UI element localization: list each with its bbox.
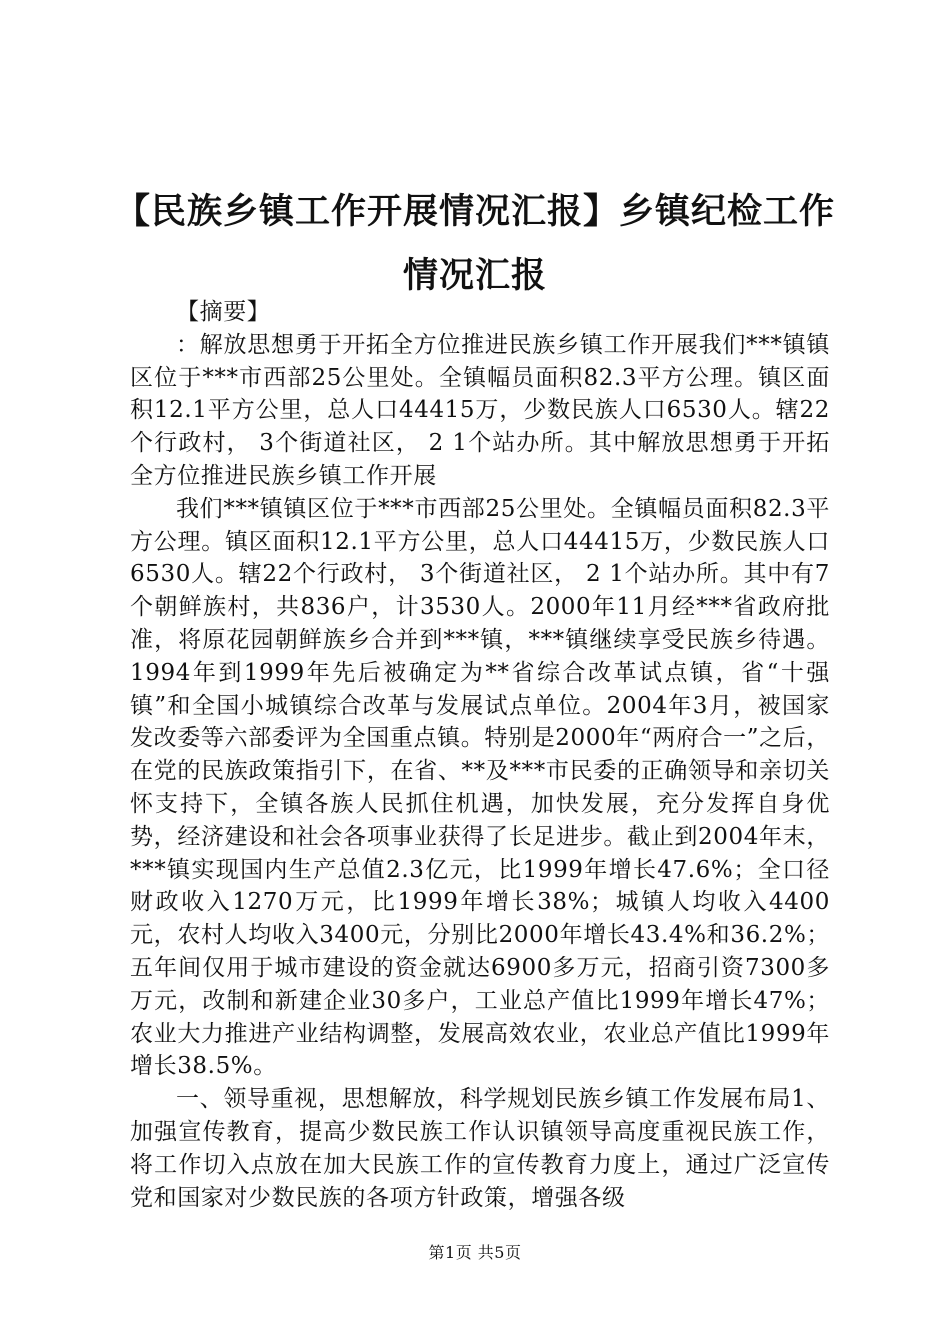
body-paragraph-2: 一、领导重视，思想解放，科学规划民族乡镇工作发展布局1、加强宣传教育，提高少数民族工作认识镇领导高度重视民族工作，将工作切入点放在加大民族工作的宣传教育力度上，通过广泛宣传党和国家对少数民族的各项方针政策，增强各级 <box>130 1086 830 1211</box>
document-title <box>100 180 850 308</box>
page-footer: 第1页 共5页 <box>428 1243 522 1262</box>
abstract-paragraph: ：解放思想勇于开拓全方位推进民族乡镇工作开展我们***镇镇区位于***市西部25公里处。全镇幅员面积82.3平方公理。镇区面积12.1平方公里，总人口44415万，少数民族人口6530人。辖22个行政村， 3个街道社区， 2 1个站办所。其中解放思想勇于开拓全方位推进民族乡镇工作开展 <box>130 331 830 489</box>
abstract-label: 【摘要】 <box>176 299 271 325</box>
title-line-2: 情况汇报 <box>402 255 547 296</box>
title-line-1: 【民族乡镇工作开展情况汇报】乡镇纪检工作 <box>114 191 835 232</box>
body-paragraph-1: 我们***镇镇区位于***市西部25公里处。全镇幅员面积82.3平方公理。镇区面积12.1平方公里，总人口44415万，少数民族人口6530人。辖22个行政村， 3个街道社区， 2 1个站办所。其中有7个朝鲜族村，共836户，计3530人。2000年11月经***省政府批准，将原花园朝鲜族乡合并到***镇，***镇继续享受民族乡待遇。1994年到1999年先后被确定为**省综合改革试点镇，省“十强镇”和全国小城镇综合改革与发展试点单位。2004年3月，被国家发改委等六部委评为全国重点镇。特别是2000年“两府合一”之后，在党的民族政策指引下，在省、**及***市民委的正确领导和亲切关怀支持下，全镇各族人民抓住机遇，加快发展，充分发挥自身优势，经济建设和社会各项事业获得了长足进步。截止到2004年末，***镇实现国内生产总值2.3亿元，比1999年增长47.6%；全口径财政收入1270万元，比1999年增长38%；城镇人均收入4400元，农村人均收入3400元，分别比2000年增长43.4%和36.2%；五年间仅用于城市建设的资金就达6900多万元，招商引资7300多万元，改制和新建企业30多户，工业总产值比1999年增长47%；农业大力推进产业结构调整，发展高效农业，农业总产值比1999年增长38.5%。 <box>130 495 830 1080</box>
document-body <box>130 296 830 1214</box>
